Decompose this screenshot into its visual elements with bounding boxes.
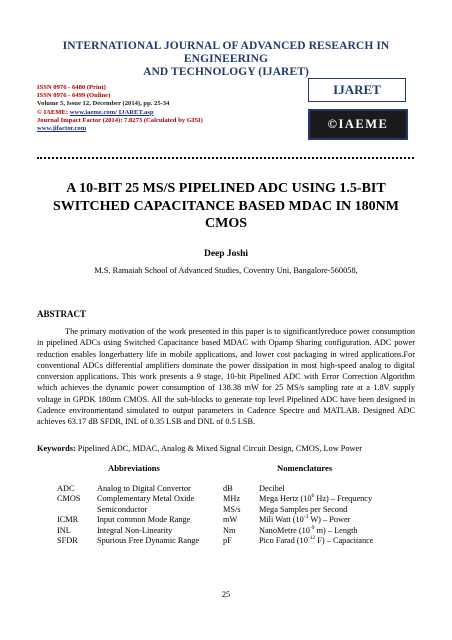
unit-cell: mW [223,515,238,525]
abbr-cell: SFDR [57,536,78,546]
iaeme-logo: ©IAEME [308,109,408,140]
author-name: Deep Joshi [203,249,249,259]
issn-print: ISSN 0976 - 6480 (Print) [37,84,106,91]
table-row [57,536,374,546]
paper-title: A 10-BIT 25 MS/S PIPELINED ADC USING 1.5-BIT SWITCHED CAPACITANCE BASED MDAC IN 180NM CMOS [52,181,399,231]
journal-title-line-1: INTERNATIONAL JOURNAL OF ADVANCED RESEARCH IN ENGINEERING [62,40,390,65]
header-divider [37,157,414,159]
unit-cell: MHz [223,494,241,504]
nomenclatures-heading: Nomenclatures [277,463,333,473]
abbr-cell: CMOS [57,494,81,504]
iaeme-prefix: © IAEME: [37,108,70,116]
abbr-cell: ICMR [57,515,79,525]
meaning-cell: Complementary Metal Oxide [97,494,195,504]
unit-cell: dB [223,484,233,493]
meaning-cell: Analog to Digital Convertor [97,484,191,493]
keywords-text: Pipelined ADC, MDAC, Analog & Mixed Signal Circuit Design, CMOS, Low Power [75,444,362,453]
desc-cell: Pico Farad ($10^{-12}$ F) – Capacitance [259,535,374,546]
volume-info: Volume 5, Issue 12, December (2014), pp. 25-34 [37,100,170,108]
abbr-cell [57,505,97,515]
desc-cell: Mega Samples per Second [259,504,348,514]
meaning-cell: Integral Non-Linearity [97,525,173,535]
meaning-cell: Spurious Free Dynamic Range [97,536,200,546]
keywords-label: Keywords: [37,444,76,453]
page-number: 25 [221,590,231,599]
table-row [57,505,374,515]
abbreviations-table [57,484,374,546]
meaning-cell: Semiconductor [97,504,148,514]
iaeme-line [37,109,203,117]
unit-cell: Nm [223,525,236,535]
table-row [57,494,374,504]
unit-cell: MS/s [223,504,241,514]
abbr-cell: INL [57,525,71,535]
impact-factor: Journal Impact Factor (2014): 7.8273 (Calculated by GISI) [37,116,203,124]
table-row [57,515,374,525]
unit-cell: pF [223,536,232,546]
jifactor-link[interactable]: www.jifactor.com [37,125,87,133]
desc-cell: NanoMetre ($10^{-9}$ m) – Length [259,524,358,535]
abbreviations-heading: Abbreviations [108,463,160,473]
abstract-body: The primary motivation of the work presented in this paper is to significantlyreduce power consumption in pipelined ADCs using Switched Capacitance based MDAC with Opamp Sharing configuration. ADC power reduction enables longerbattery life in mobile applications, and lower cost packaging in wired applications.For conventional ADCs differential amplifiers dominate the power dissipation in most high-speed analog to digital conversion applications. This work presents a 9 stage, 10-bit Pipelined ADC with Error Correction Algorithm which achieves the dynamic power consumption of 138.38 mW for 25 MS/s sampling rate at a 1.8V supply voltage in GPDK 180nm CMOS. All the sub-blocks to generate top level Pipelined ADC have been designed in Cadence environmentand simulated to output parameters in Cadence Spectre and MATLAB. Designed ADC achieves 63.17 dB SFDR, INL of 0.35 LSB and DNL of 0.5 LSB. [37,327,415,427]
issn-block [37,84,203,133]
keywords [37,443,417,454]
ijaret-logo: IJARET [308,78,406,102]
journal-title-line-2: AND TECHNOLOGY (IJARET) [143,66,309,78]
table-row [57,526,374,536]
author-affiliation: M.S. Ramaiah School of Advanced Studies, Coventry Uni, Bangalore-560058, [94,266,358,275]
iaeme-link[interactable]: www.iaeme.com/ IJARET.asp [69,108,154,116]
meaning-cell: Input common Mode Range [97,515,191,525]
desc-cell: Decibel [259,484,285,493]
journal-title [20,40,432,79]
issn-online: ISSN 0976 - 6499 (Online) [37,92,111,100]
desc-cell: Mega Hertz ($10^6$ Hz) – Frequency [259,493,373,504]
abbr-cell: ADC [57,484,75,493]
desc-cell: Mili Watt ($10^{-3}$ W) – Power [259,514,351,525]
abstract-heading: ABSTRACT [37,309,87,319]
table-row [57,484,374,494]
